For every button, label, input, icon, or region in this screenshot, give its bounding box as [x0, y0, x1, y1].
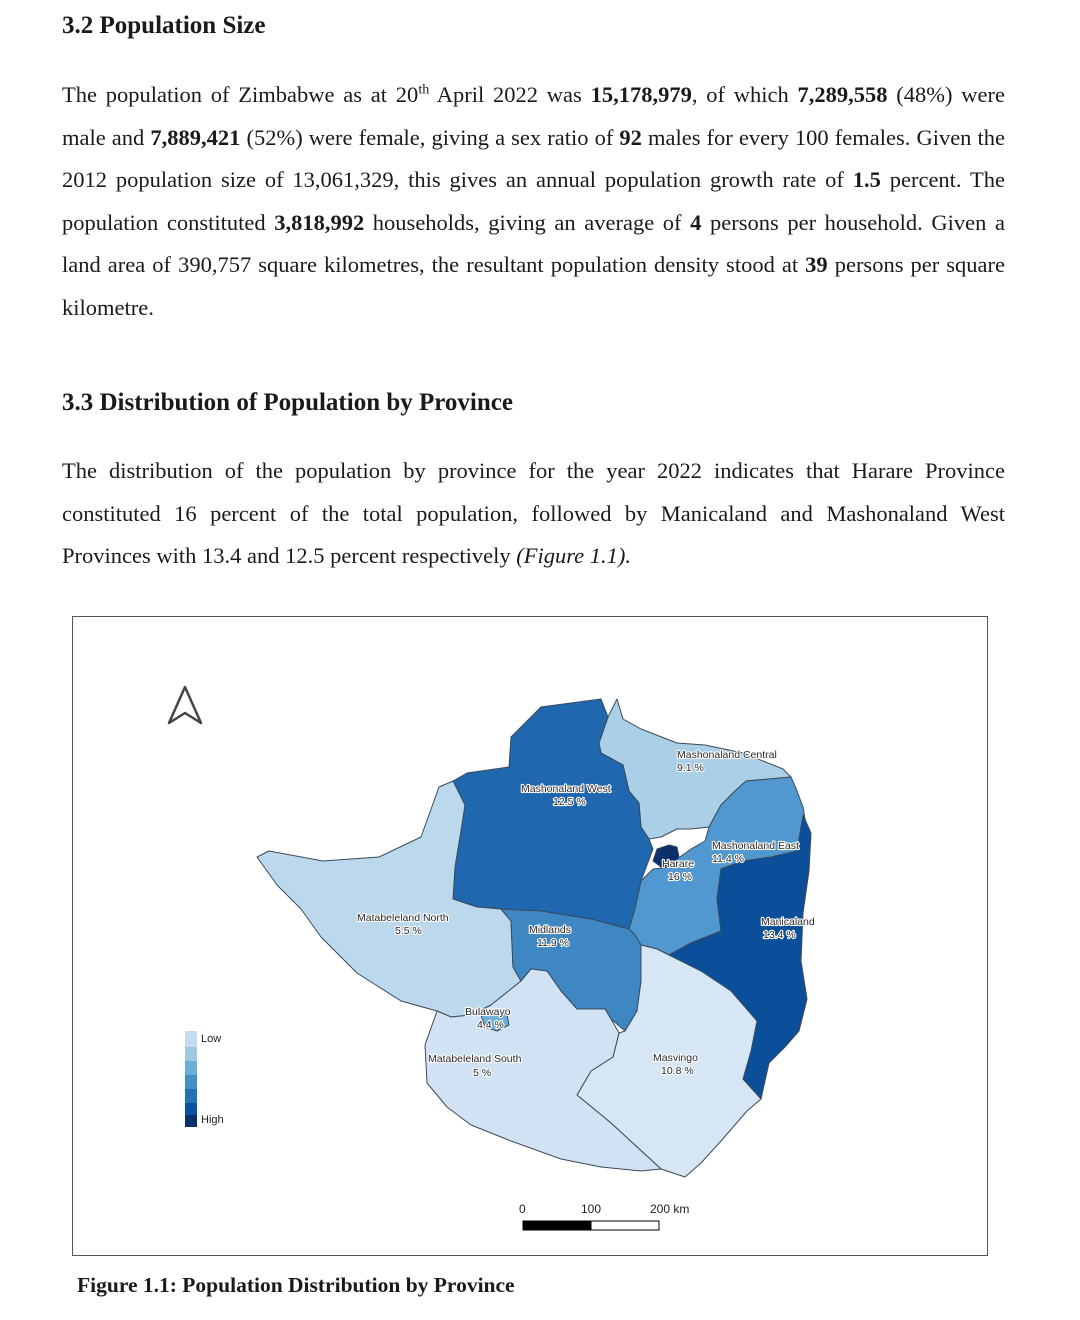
superscript: th [418, 82, 430, 98]
growth-rate-value: 1.5 [852, 167, 881, 193]
value-harare: 16 % [668, 871, 692, 883]
legend-swatch [185, 1047, 197, 1061]
male-population-value: 7,289,558 [797, 82, 888, 107]
text-run: persons per household. Given a land area of 390,757 square kilometres, the resultant population density stood at [62, 209, 1005, 278]
legend-swatch [185, 1075, 197, 1089]
text-run: households, giving an average of [364, 209, 691, 235]
value-midlands: 11.9 % [537, 937, 569, 949]
section-heading-population-size: 3.2 Population Size [62, 12, 266, 39]
scale-bar [519, 1202, 689, 1230]
distribution-paragraph [62, 450, 1005, 578]
value-mashonaland-central: 9.1 % [677, 762, 704, 774]
female-population-value: 7,889,421 [150, 124, 241, 150]
legend-high-label: High [201, 1114, 224, 1126]
value-manicaland: 13.4 % [763, 929, 796, 941]
map-svg [73, 617, 989, 1257]
text-run: (52%) were female, giving a sex ratio of [240, 124, 620, 150]
value-bulawayo: 4.4 % [477, 1019, 504, 1031]
legend-swatch [185, 1031, 197, 1047]
text-run: percent. The population constituted [62, 167, 1005, 235]
label-mashonaland-west: Mashonaland West [521, 783, 611, 795]
value-matabeleland-north: 5.5 % [395, 925, 422, 937]
legend-swatch [185, 1103, 197, 1115]
scale-mid-label: 100 [581, 1202, 602, 1216]
text-run: males for every 100 females. Given the 2012 population size of 13,061,329, this gives an annual population growth rate of [62, 124, 1006, 193]
households-value: 3,818,992 [274, 209, 365, 235]
figure-caption: Figure 1.1: Population Distribution by Province [77, 1273, 515, 1297]
legend-swatch [185, 1089, 197, 1103]
legend-low-label: Low [201, 1033, 222, 1045]
value-mashonaland-west: 12.5 % [553, 796, 586, 808]
value-masvingo: 10.8 % [661, 1065, 694, 1077]
label-mashonaland-central: Mashonaland Central [677, 749, 777, 761]
label-matabeleland-north: Matabeleland North [357, 912, 449, 924]
text-run: April 2022 was [429, 82, 591, 107]
figure-reference: (Figure 1.1). [516, 543, 632, 569]
text-run: (48%) were male and [62, 82, 1005, 150]
label-mashonaland-east: Mashonaland East [712, 840, 799, 852]
text-run: The population of Zimbabwe as at 20 [62, 82, 419, 107]
label-midlands: Midlands [529, 924, 572, 936]
label-matabeleland-south: Matabeleland South [428, 1053, 522, 1065]
legend-swatch [185, 1115, 197, 1127]
text-run: persons per square kilometre. [62, 252, 1005, 320]
scale-zero-label: 0 [519, 1202, 526, 1216]
legend-swatch [185, 1061, 197, 1075]
value-matabeleland-south: 5 % [473, 1067, 492, 1079]
label-manicaland: Manicaland [761, 916, 815, 928]
density-value: 39 [805, 252, 828, 278]
avg-household-value: 4 [690, 209, 702, 235]
label-masvingo: Masvingo [653, 1052, 698, 1064]
text-run: The distribution of the population by province for the year 2022 indicates that Harare Province constituted 16 percent of the total population, followed by Manicaland and Mashonaland West Provinces with 13.4 and 12.5 percent respectively [62, 458, 1005, 569]
sex-ratio-value: 92 [619, 124, 642, 150]
section-heading-distribution: 3.3 Distribution of Population by Province [62, 389, 513, 416]
total-population-value: 15,178,979 [590, 82, 692, 107]
label-bulawayo: Bulawayo [465, 1006, 511, 1018]
map-figure [72, 616, 988, 1256]
map-legend [185, 1031, 224, 1127]
label-harare: Harare [662, 858, 695, 870]
north-arrow-icon [169, 687, 201, 723]
population-size-paragraph [62, 74, 1005, 330]
text-run: , of which [691, 82, 798, 107]
value-mashonaland-east: 11.4 % [712, 853, 744, 865]
scale-end-label: 200 km [650, 1202, 690, 1216]
